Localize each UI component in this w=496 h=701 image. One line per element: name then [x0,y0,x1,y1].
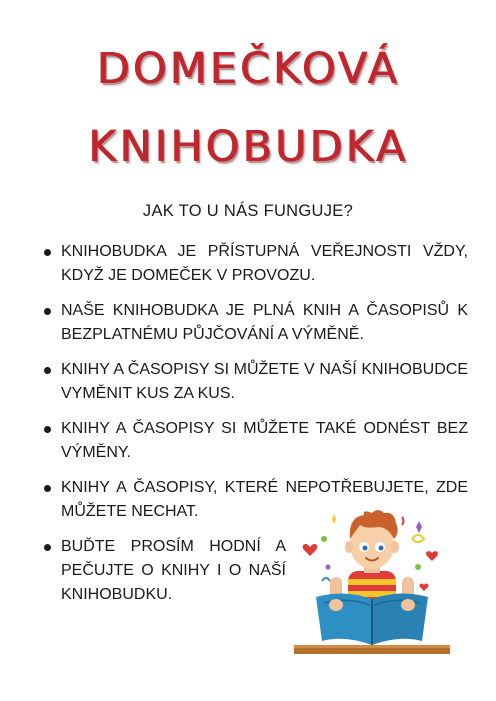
title-line-1: DOMEČKOVÁ [96,44,400,94]
bullet-icon [44,544,51,551]
child-reading-book-icon [292,505,452,665]
bullet-icon [44,249,51,256]
star-icon [332,514,336,524]
subtitle: JAK TO U NÁS FUNGUJE? [142,202,354,220]
list-item [44,535,286,607]
heart-icon [303,544,318,556]
list-item [44,299,468,347]
heart-icon [426,551,438,561]
bullet-icon [44,426,51,433]
list-item [44,240,468,288]
rule-text: KNIHY A ČASOPISY SI MŮŽETE TAKÉ ODNÉST BEZ VÝMĚNY. [61,420,468,461]
list-item [44,417,468,465]
star-icon [416,521,422,533]
rule-text: NAŠE KNIHOBUDKA JE PLNÁ KNIH A ČASOPISŮ K BEZPLATNÉMU PŮJČOVÁNÍ A VÝMĚNĚ. [61,302,468,343]
rule-text: KNIHY A ČASOPISY, KTERÉ NEPOTŘEBUJETE, ZDE MŮŽETE NECHAT. [61,479,468,520]
bullet-icon [44,308,51,315]
heart-icon [419,584,428,591]
bullet-icon [44,485,51,492]
rule-text: KNIHOBUDKA JE PŘÍSTUPNÁ VEŘEJNOSTI VŽDY, KDYŽ JE DOMEČEK V PROVOZU. [61,243,468,284]
rule-text: BUĎTE PROSÍM HODNÍ A PEČUJTE O KNIHY I O NAŠÍ KNIHOBUDKU. [61,538,286,603]
list-item [44,358,468,406]
title-line-2: KNIHOBUDKA [87,122,409,172]
bullet-icon [44,367,51,374]
rule-text: KNIHY A ČASOPISY SI MŮŽETE V NAŠÍ KNIHOBUDCE VYMĚNIT KUS ZA KUS. [61,361,468,402]
